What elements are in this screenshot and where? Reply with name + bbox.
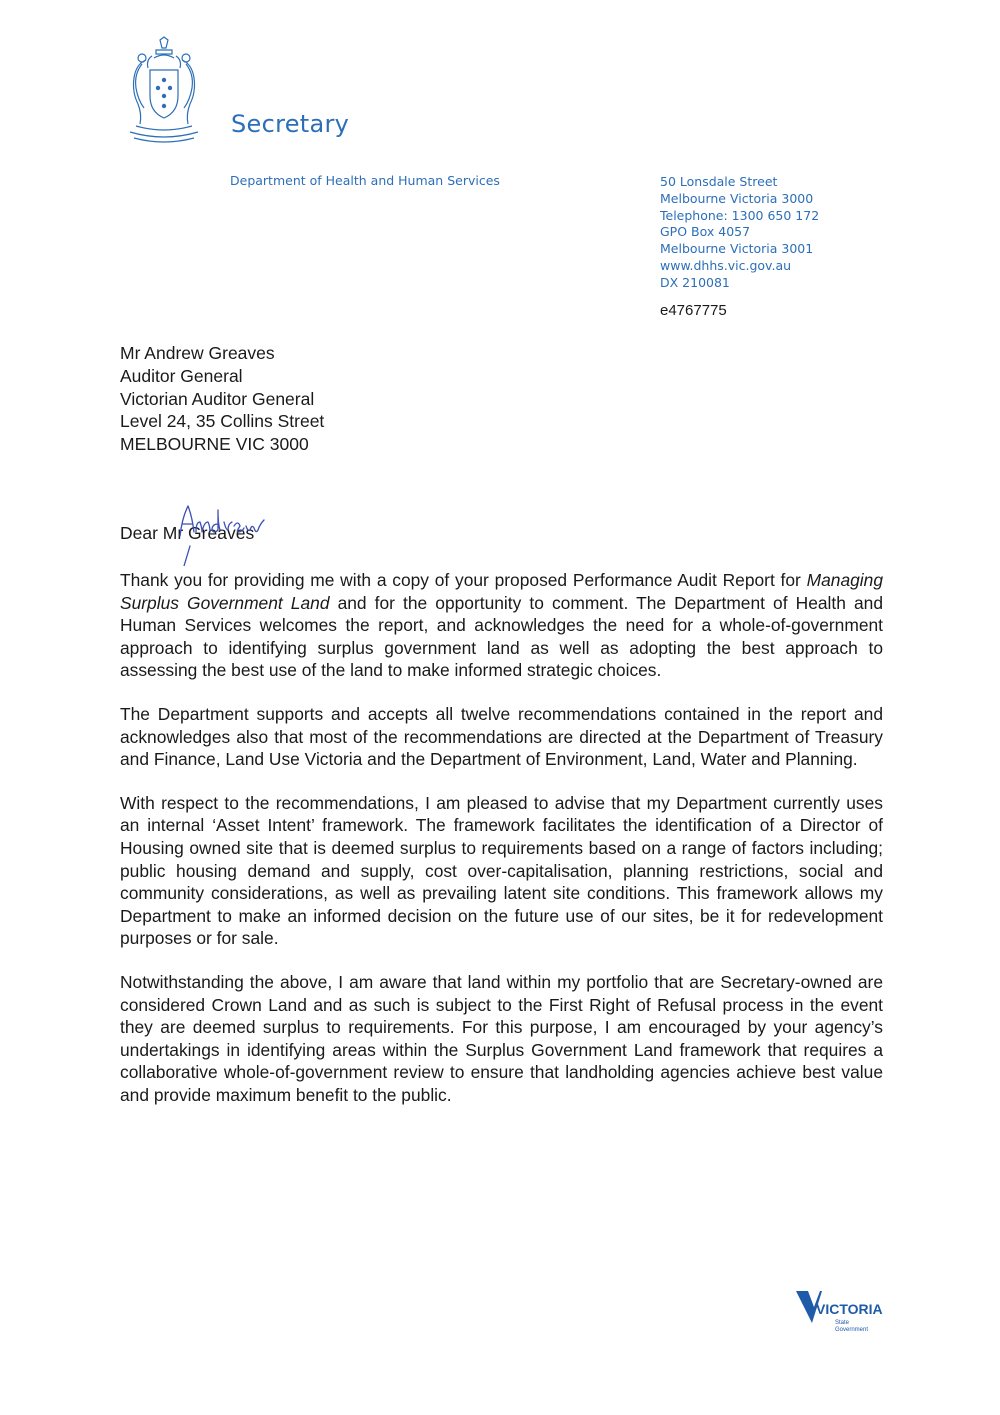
letterhead-title: Secretary: [231, 110, 350, 138]
handwritten-signature: [168, 496, 268, 566]
recipient-line: Victorian Auditor General: [120, 388, 315, 409]
body-paragraph: Notwithstanding the above, I am aware that land within my portfolio that are Secretary-owned are considered Crown Land and as such is subject to the First Right of Refusal process in the event they are deemed surplus to requirements. For this purpose, I am encouraged by your agency’s undertakings in identifying areas within the Surplus Government Land framework that requires a collaborative whole-of-government review to ensure that landholding agencies achieve best value and provide maximum benefit to the public.: [120, 971, 883, 1105]
department-name: Department of Health and Human Services: [230, 173, 500, 188]
address-line: 50 Lonsdale Street: [660, 174, 778, 189]
victoria-logo-sub2: Government: [835, 1327, 869, 1333]
address-line: Telephone: 1300 650 172: [660, 207, 820, 223]
salutation: Dear Mr Greaves: [120, 523, 255, 543]
body-text-span: and for the opportunity to comment. The Department of Health and Human Services welcomes the report, and acknowledges the need for a whole-of-government approach to identifying surplus government land as well as adopting the best approach to assessing the best use of the land to make informed strategic choices.: [120, 592, 883, 681]
body-paragraph: With respect to the recommendations, I am pleased to advise that my Department currently uses an internal ‘Asset Intent’ framework. The framework facilitates the identification of a Director of Housing owned site that is deemed surplus to requirements based on a range of factors including; public housing demand and supply, cost over-capitalisation, planning restrictions, social and community considerations, as well as prevailing latent site conditions. This framework allows my Department to make an informed decision on the future use of our sites, be it for redevelopment purposes or for sale.: [120, 792, 883, 949]
victoria-logo-icon: [796, 1287, 896, 1337]
reference-number: e4767775: [660, 302, 727, 319]
address-line: www.dhhs.vic.gov.au: [660, 257, 792, 273]
victoria-logo-sub1: State: [835, 1320, 850, 1326]
letter-body: [120, 569, 883, 1127]
victoria-logo-word: VICTORIA: [816, 1301, 883, 1317]
coat-of-arms-icon: [116, 36, 212, 148]
address-line: Melbourne Victoria 3000: [660, 190, 814, 206]
recipient-line: MELBOURNE VIC 3000: [120, 434, 309, 455]
body-paragraph: [120, 569, 883, 682]
recipient-address: [120, 342, 324, 456]
address-line: Melbourne Victoria 3001: [660, 241, 814, 257]
body-text-span: Thank you for providing me with a copy of your proposed Performance Audit Report for: [120, 570, 807, 590]
body-paragraph: The Department supports and accepts all twelve recommendations contained in the report and acknowledges also that most of the recommendations are directed at the Department of Treasury and Finance, Land Use Victoria and the Department of Environment, Land, Water and Planning.: [120, 703, 883, 770]
recipient-line: Auditor General: [120, 365, 243, 386]
address-line: GPO Box 4057: [660, 224, 751, 240]
recipient-line: Level 24, 35 Collins Street: [120, 411, 325, 432]
report-title: Managing Surplus Government Land: [120, 570, 883, 613]
recipient-line: Mr Andrew Greaves: [120, 343, 275, 363]
department-address: [660, 174, 819, 292]
address-line: DX 210081: [660, 274, 730, 290]
